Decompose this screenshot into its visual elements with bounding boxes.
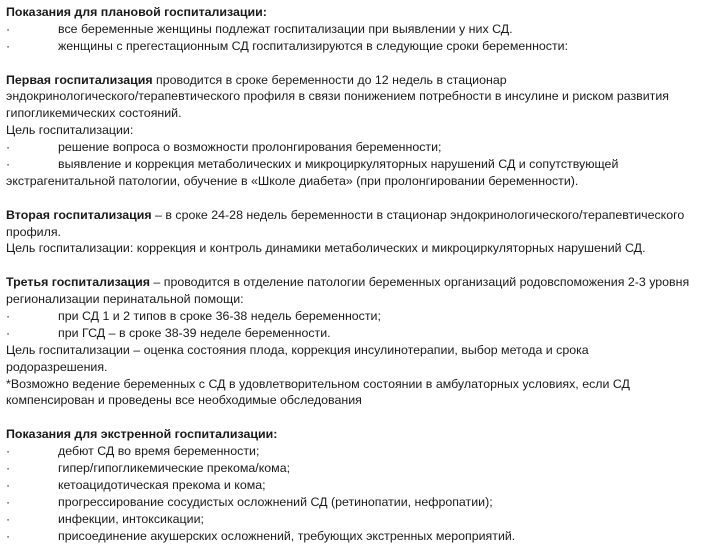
first-bullet: · выявление и коррекция метаболических и микроциркуляторных нарушений СД и сопутствующей [6, 157, 619, 172]
emergency-bullet: · прогрессирование сосудистых осложнений СД (ретинопатии, нефропатии); [6, 494, 493, 509]
text-line: регионализации перинатальной помощи: [6, 292, 244, 307]
emergency-bullet: · гипер/гипогликемические прекома/кома; [6, 461, 291, 476]
second-hospitalization: Вторая госпитализация – в сроке 24-28 недель беременности в стационар эндокринологического/терапевтического [6, 207, 685, 222]
emergency-bullet: · кетоацидотическая прекома и кома; [6, 477, 266, 492]
first-hospitalization: Первая госпитализация проводится в сроке беременности до 12 недель в стационар [6, 72, 507, 87]
planned-heading: Показания для плановой госпитализации: [6, 5, 267, 19]
planned-bullet: · все беременные женщины подлежат госпитализации при выявлении у них СД. [6, 21, 513, 36]
text-line: *Возможно ведение беременных с СД в удовлетворительном состоянии в амбулаторных условиях, если СД [6, 376, 630, 391]
emergency-bullet: · присоединение акушерских осложнений, требующих экстренных мероприятий. [6, 528, 516, 543]
text-line: профиля. [6, 224, 61, 239]
text-line: компенсирован и проведены все необходимые обследования [6, 393, 362, 408]
emergency-heading: Показания для экстренной госпитализации: [6, 427, 278, 442]
text-line: эндокринологического/терапевтического профиля в связи понижением потребности в инсулине и риском развития [6, 89, 669, 104]
emergency-bullet: · дебют СД во время беременности; [6, 444, 260, 459]
text-line: экстрагенитальной патологии, обучение в «Школе диабета» (при пролонгировании беременности). [6, 173, 579, 188]
text-line: родоразрешения. [6, 359, 108, 374]
text-line: Цель госпитализации: коррекция и контроль динамики метаболических и микроциркуляторных нарушений СД. [6, 241, 646, 256]
planned-bullet: · женщины с прегестационным СД госпитализируются в следующие сроки беременности: [6, 38, 569, 53]
third-bullet: · при ГСД – в сроке 38-39 неделе беременности. [6, 325, 331, 340]
text-line: Цель госпитализации: [6, 123, 134, 138]
third-hospitalization: Третья госпитализация – проводится в отделение патологии беременных организаций родовспоможения 2-3 уровня [6, 275, 690, 290]
text-line: гипогликемических состояний. [6, 106, 182, 121]
text-line: Цель госпитализации – оценка состояния плода, коррекция инсулинотерапии, выбор метода и срока [6, 342, 589, 357]
third-bullet: · при СД 1 и 2 типов в сроке 36-38 недель беременности; [6, 309, 381, 324]
emergency-bullet: · инфекции, интоксикации; [6, 511, 204, 526]
first-bullet: · решение вопроса о возможности пролонгирования беременности; [6, 140, 442, 155]
